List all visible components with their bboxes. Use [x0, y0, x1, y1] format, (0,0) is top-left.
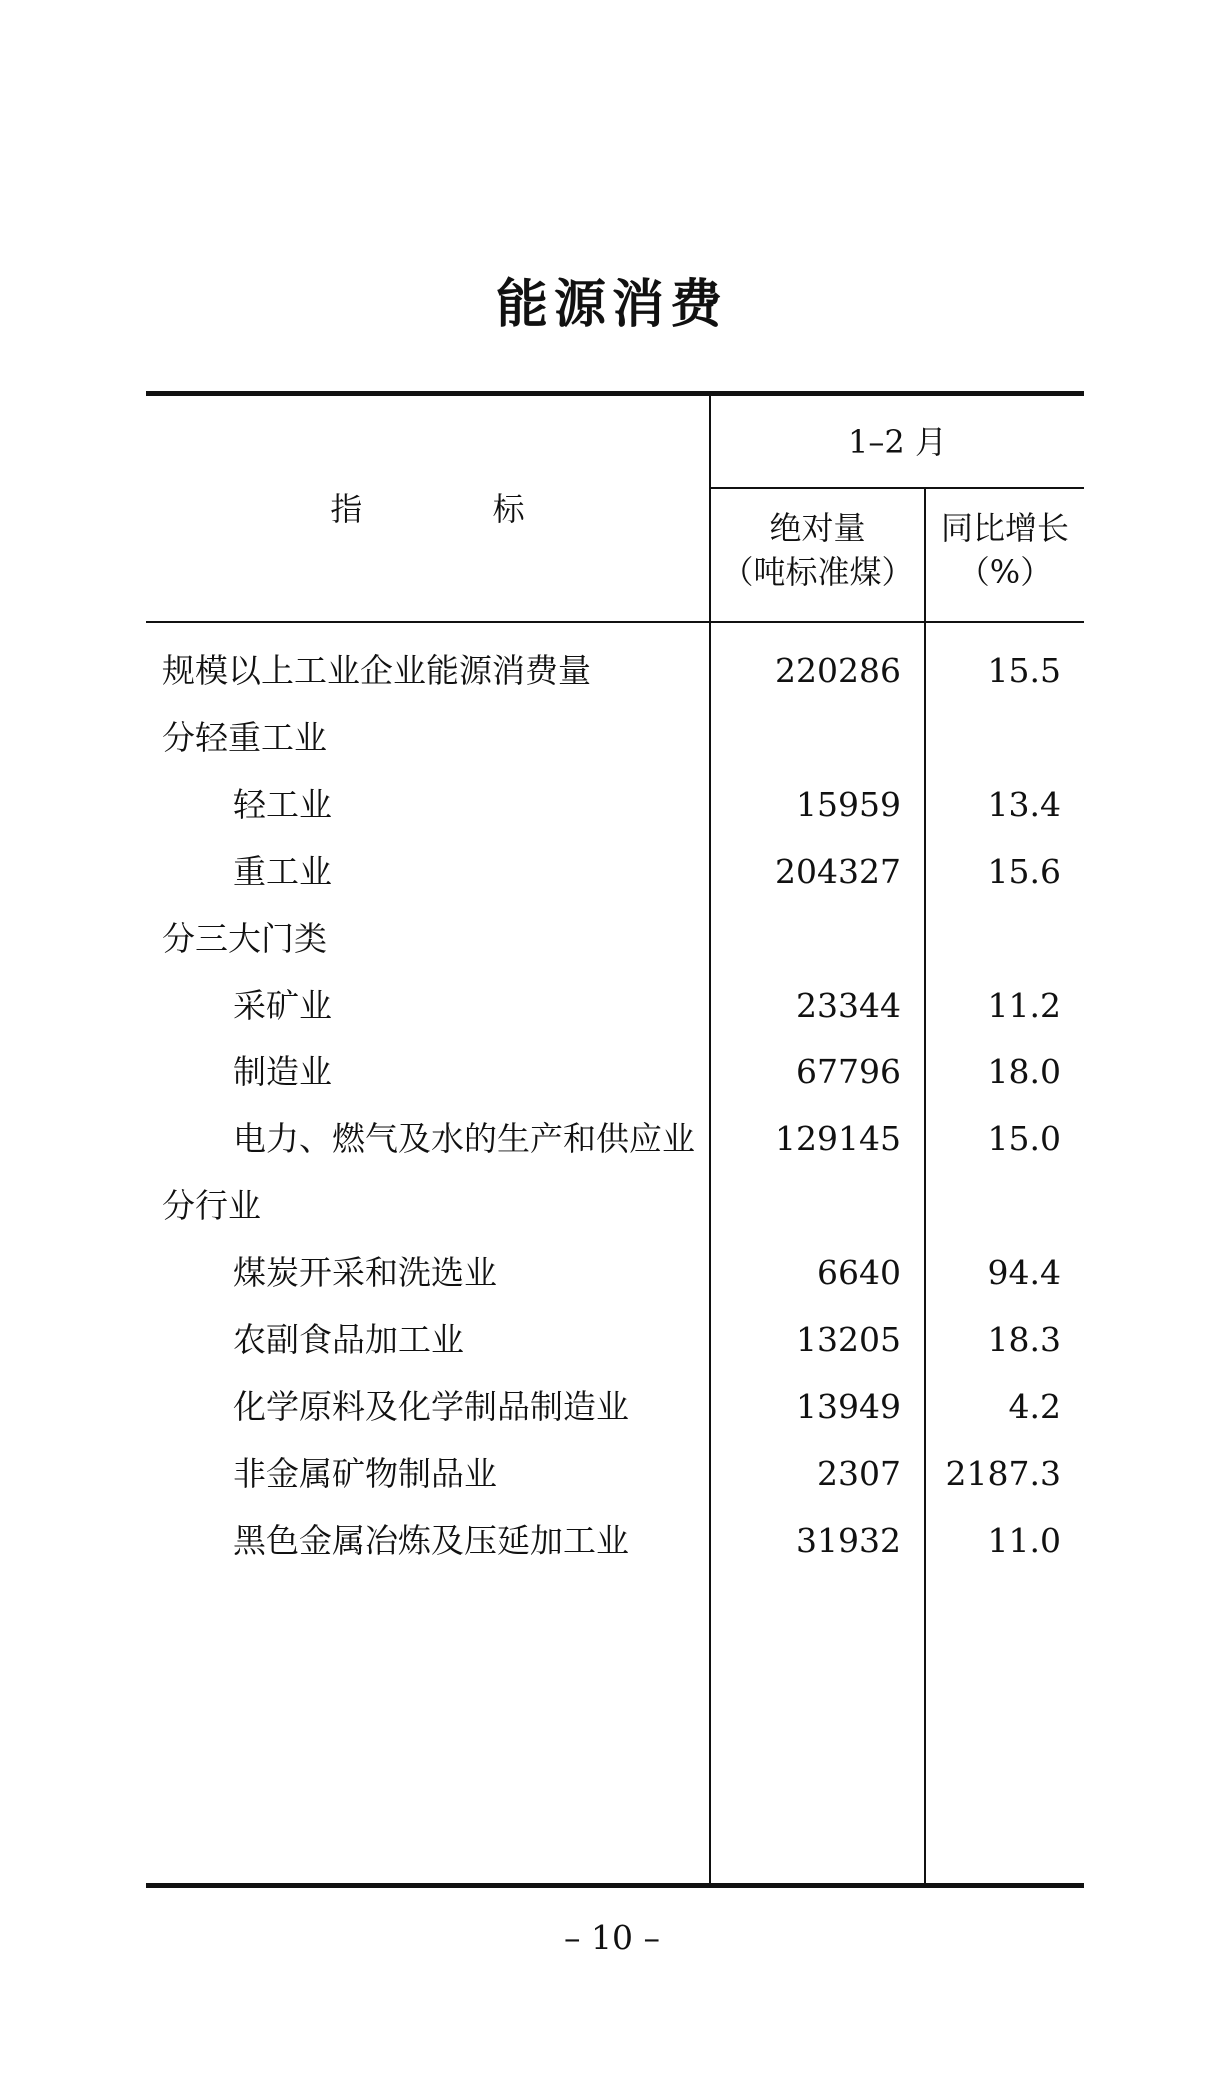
energy-consumption-table [146, 391, 1084, 1888]
table-row [146, 708, 1084, 768]
table-row [146, 976, 1084, 1036]
row-yoy-growth: 18.3 [987, 1320, 1061, 1359]
row-absolute-value: 23344 [796, 985, 901, 1025]
row-yoy-growth: 15.5 [987, 651, 1061, 690]
row-absolute-value: 15959 [796, 784, 901, 824]
row-absolute-value: 13205 [796, 1320, 901, 1359]
table-row [146, 1444, 1084, 1504]
row-indicator-name: 重工业 [233, 851, 332, 891]
row-absolute-value: 2307 [817, 1453, 901, 1493]
row-absolute-value: 220286 [775, 651, 901, 690]
table-row [146, 1243, 1084, 1303]
row-yoy-growth: 94.4 [987, 1253, 1061, 1293]
row-absolute-value: 129145 [775, 1119, 901, 1159]
row-absolute-value: 204327 [775, 851, 901, 891]
row-indicator-name: 化学原料及化学制品制造业 [233, 1386, 629, 1426]
header-absolute [711, 506, 924, 594]
row-yoy-growth: 13.4 [987, 784, 1061, 824]
page-number: – 10 – [564, 1918, 660, 1957]
header-bottom-rule [146, 621, 1084, 623]
row-indicator-name: 规模以上工业企业能源消费量 [162, 651, 591, 690]
page-title: 能源消费 [495, 275, 728, 335]
row-indicator-name: 轻工业 [233, 784, 332, 824]
row-yoy-growth: 2187.3 [945, 1453, 1061, 1493]
row-yoy-growth: 15.0 [987, 1119, 1061, 1159]
row-indicator-name: 煤炭开采和洗选业 [233, 1253, 497, 1293]
row-indicator-name: 分三大门类 [162, 918, 327, 958]
row-indicator-name: 农副食品加工业 [233, 1320, 464, 1359]
header-sub-rule [709, 487, 1084, 489]
row-absolute-value: 31932 [796, 1520, 901, 1560]
table-row [146, 1042, 1084, 1102]
header-period: 1–2 月 [848, 423, 947, 461]
table-row [146, 1511, 1084, 1571]
row-absolute-value: 13949 [796, 1386, 901, 1426]
table-bottom-rule [146, 1883, 1084, 1888]
header-indicator: 指 标 [330, 490, 585, 528]
header-absolute-line1: 绝对量 [769, 509, 866, 547]
table-row [146, 1310, 1084, 1370]
table-row [146, 1109, 1084, 1169]
table-row [146, 909, 1084, 969]
row-indicator-name: 黑色金属冶炼及压延加工业 [233, 1520, 629, 1560]
table-row [146, 775, 1084, 835]
table-row [146, 1377, 1084, 1437]
row-yoy-growth: 18.0 [987, 1052, 1061, 1092]
table-top-rule [146, 391, 1084, 396]
row-indicator-name: 制造业 [233, 1052, 332, 1092]
table-row [146, 641, 1084, 701]
table-row [146, 842, 1084, 902]
row-indicator-name: 电力、燃气及水的生产和供应业 [233, 1119, 695, 1159]
header-absolute-line2: （吨标准煤） [721, 553, 914, 591]
table-row [146, 1176, 1084, 1236]
row-indicator-name: 非金属矿物制品业 [233, 1453, 497, 1493]
header-yoy-line2: （%） [957, 553, 1053, 591]
row-yoy-growth: 15.6 [987, 851, 1061, 891]
row-indicator-name: 分行业 [162, 1186, 261, 1226]
row-yoy-growth: 11.0 [987, 1520, 1061, 1560]
header-yoy [926, 506, 1084, 594]
row-yoy-growth: 11.2 [987, 985, 1061, 1025]
row-indicator-name: 采矿业 [233, 985, 332, 1025]
header-yoy-line1: 同比增长 [940, 509, 1069, 547]
row-indicator-name: 分轻重工业 [162, 717, 327, 757]
row-absolute-value: 6640 [817, 1253, 901, 1293]
row-yoy-growth: 4.2 [1008, 1386, 1061, 1426]
row-absolute-value: 67796 [796, 1052, 901, 1092]
